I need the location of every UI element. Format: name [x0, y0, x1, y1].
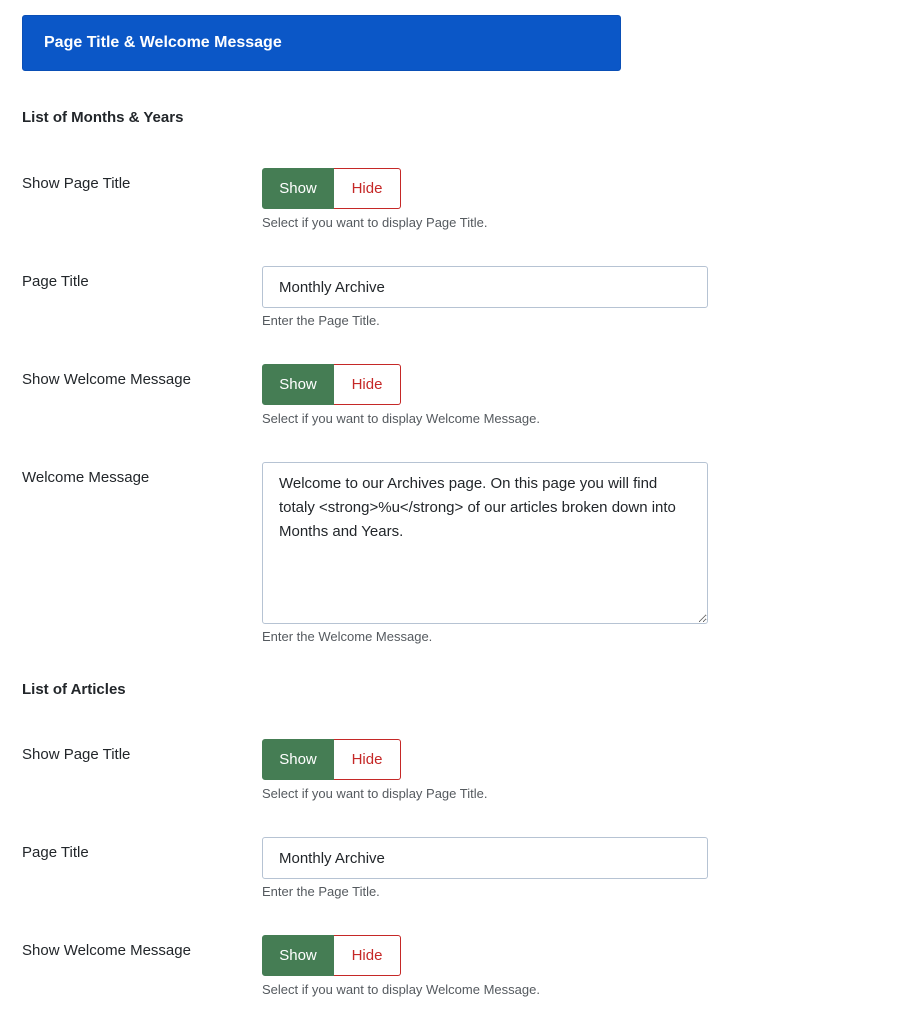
label-show-page-title: Show Page Title	[22, 746, 131, 763]
show-button[interactable]: Show	[262, 168, 334, 209]
help-show-page-title: Select if you want to display Page Title.	[262, 786, 488, 801]
label-page-title: Page Title	[22, 273, 89, 290]
label-page-title: Page Title	[22, 844, 89, 861]
section-title-articles: List of Articles	[22, 681, 126, 698]
help-page-title: Enter the Page Title.	[262, 884, 380, 899]
hide-button[interactable]: Hide	[334, 935, 401, 976]
toggle-show-page-title	[262, 739, 401, 780]
page-title-input[interactable]	[262, 837, 708, 879]
page-title-input[interactable]	[262, 266, 708, 308]
toggle-show-welcome-message	[262, 935, 401, 976]
toggle-show-welcome-message	[262, 364, 401, 405]
toggle-show-page-title	[262, 168, 401, 209]
hide-button[interactable]: Hide	[334, 364, 401, 405]
help-show-welcome-message: Select if you want to display Welcome Message.	[262, 411, 540, 426]
help-page-title: Enter the Page Title.	[262, 313, 380, 328]
section-title-months-years: List of Months & Years	[22, 109, 184, 126]
welcome-message-textarea[interactable]	[262, 462, 708, 624]
show-button[interactable]: Show	[262, 739, 334, 780]
show-button[interactable]: Show	[262, 364, 334, 405]
help-welcome-message: Enter the Welcome Message.	[262, 629, 433, 644]
hide-button[interactable]: Hide	[334, 168, 401, 209]
label-show-page-title: Show Page Title	[22, 175, 131, 192]
label-show-welcome-message: Show Welcome Message	[22, 371, 191, 388]
label-welcome-message: Welcome Message	[22, 469, 150, 486]
section-header-button[interactable]: Page Title & Welcome Message	[22, 15, 621, 71]
hide-button[interactable]: Hide	[334, 739, 401, 780]
label-show-welcome-message: Show Welcome Message	[22, 942, 191, 959]
help-show-page-title: Select if you want to display Page Title.	[262, 215, 488, 230]
help-show-welcome-message: Select if you want to display Welcome Message.	[262, 982, 540, 997]
show-button[interactable]: Show	[262, 935, 334, 976]
